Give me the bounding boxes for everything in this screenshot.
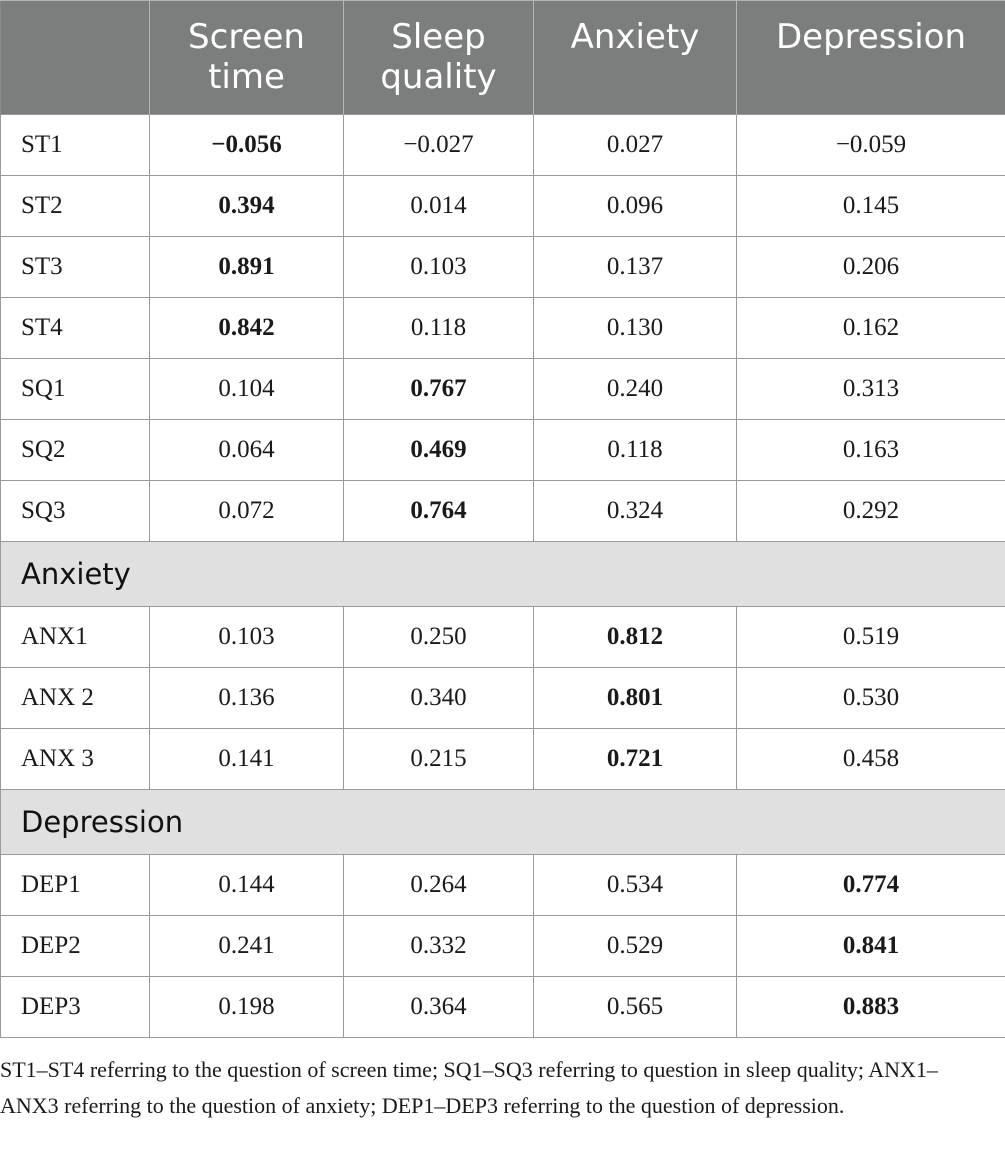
header-depression bbox=[737, 1, 1005, 115]
loading-value-cell: 0.014 bbox=[344, 176, 534, 237]
row-label: SQ2 bbox=[1, 420, 150, 481]
table-row bbox=[1, 237, 1005, 298]
loading-value-cell: 0.458 bbox=[737, 729, 1005, 790]
loading-value-cell: 0.198 bbox=[150, 977, 344, 1038]
loading-value-cell: 0.144 bbox=[150, 855, 344, 916]
row-label: ANX 3 bbox=[1, 729, 150, 790]
loading-value-cell: 0.145 bbox=[737, 176, 1005, 237]
header-label-line: quality bbox=[380, 57, 497, 97]
loading-value-cell: 0.534 bbox=[534, 855, 737, 916]
row-label: DEP1 bbox=[1, 855, 150, 916]
table-row bbox=[1, 359, 1005, 420]
loading-value-cell: −0.059 bbox=[737, 115, 1005, 176]
loading-value-cell: 0.842 bbox=[150, 298, 344, 359]
row-label: DEP2 bbox=[1, 916, 150, 977]
header-blank bbox=[1, 1, 150, 115]
section-row bbox=[1, 542, 1005, 607]
loading-value-cell: 0.250 bbox=[344, 607, 534, 668]
loading-value-cell: 0.812 bbox=[534, 607, 737, 668]
table-row bbox=[1, 668, 1005, 729]
loading-value-cell: 0.394 bbox=[150, 176, 344, 237]
loading-value-cell: 0.891 bbox=[150, 237, 344, 298]
loading-value-cell: 0.565 bbox=[534, 977, 737, 1038]
loading-value-cell: 0.340 bbox=[344, 668, 534, 729]
section-row bbox=[1, 790, 1005, 855]
loading-value-cell: 0.163 bbox=[737, 420, 1005, 481]
loading-value-cell: 0.072 bbox=[150, 481, 344, 542]
header-label-line: Screen bbox=[188, 17, 305, 57]
loading-value-cell: 0.064 bbox=[150, 420, 344, 481]
table-row bbox=[1, 916, 1005, 977]
loading-value-cell: 0.240 bbox=[534, 359, 737, 420]
header-screen-time bbox=[150, 1, 344, 115]
row-label: ST1 bbox=[1, 115, 150, 176]
table-row bbox=[1, 420, 1005, 481]
loading-value-cell: 0.529 bbox=[534, 916, 737, 977]
row-label: SQ3 bbox=[1, 481, 150, 542]
header-anxiety bbox=[534, 1, 737, 115]
loading-value-cell: 0.103 bbox=[344, 237, 534, 298]
loading-value-cell: 0.883 bbox=[737, 977, 1005, 1038]
loading-value-cell: 0.767 bbox=[344, 359, 534, 420]
loading-value-cell: 0.206 bbox=[737, 237, 1005, 298]
header-row bbox=[1, 1, 1005, 115]
table-row bbox=[1, 607, 1005, 668]
row-label: DEP3 bbox=[1, 977, 150, 1038]
loading-value-cell: 0.096 bbox=[534, 176, 737, 237]
table-header bbox=[1, 1, 1005, 115]
loading-value-cell: 0.721 bbox=[534, 729, 737, 790]
table-body bbox=[1, 115, 1005, 1038]
loading-value-cell: 0.364 bbox=[344, 977, 534, 1038]
loading-value-cell: 0.530 bbox=[737, 668, 1005, 729]
loading-value-cell: 0.764 bbox=[344, 481, 534, 542]
loading-value-cell: 0.292 bbox=[737, 481, 1005, 542]
table-row bbox=[1, 481, 1005, 542]
header-label-line: Anxiety bbox=[570, 17, 700, 57]
table-row bbox=[1, 298, 1005, 359]
header-label-line: time bbox=[208, 57, 285, 97]
table-row bbox=[1, 855, 1005, 916]
loading-value-cell: 0.519 bbox=[737, 607, 1005, 668]
row-label: ST3 bbox=[1, 237, 150, 298]
table-row bbox=[1, 176, 1005, 237]
table-row bbox=[1, 115, 1005, 176]
section-label: Anxiety bbox=[1, 542, 1005, 607]
loading-value-cell: 0.469 bbox=[344, 420, 534, 481]
header-label-line: Sleep bbox=[391, 17, 486, 57]
loading-value-cell: 0.264 bbox=[344, 855, 534, 916]
loading-value-cell: 0.103 bbox=[150, 607, 344, 668]
row-label: ANX1 bbox=[1, 607, 150, 668]
loading-value-cell: 0.104 bbox=[150, 359, 344, 420]
header-sleep-quality bbox=[344, 1, 534, 115]
loading-value-cell: 0.141 bbox=[150, 729, 344, 790]
loading-value-cell: 0.841 bbox=[737, 916, 1005, 977]
row-label: ANX 2 bbox=[1, 668, 150, 729]
loading-value-cell: −0.027 bbox=[344, 115, 534, 176]
row-label: ST2 bbox=[1, 176, 150, 237]
loading-value-cell: 0.130 bbox=[534, 298, 737, 359]
loading-value-cell: 0.241 bbox=[150, 916, 344, 977]
loading-value-cell: −0.056 bbox=[150, 115, 344, 176]
table-row bbox=[1, 729, 1005, 790]
row-label: ST4 bbox=[1, 298, 150, 359]
table-row bbox=[1, 977, 1005, 1038]
table-footnote: ST1–ST4 referring to the question of screen time; SQ1–SQ3 referring to question in sleep quality; ANX1–ANX3 referring to the question of anxiety; DEP1–DEP3 referring to the question of depression. bbox=[0, 1057, 938, 1118]
loading-value-cell: 0.118 bbox=[534, 420, 737, 481]
section-label: Depression bbox=[1, 790, 1005, 855]
loading-value-cell: 0.313 bbox=[737, 359, 1005, 420]
loading-value-cell: 0.801 bbox=[534, 668, 737, 729]
loading-value-cell: 0.136 bbox=[150, 668, 344, 729]
loading-value-cell: 0.118 bbox=[344, 298, 534, 359]
loading-value-cell: 0.162 bbox=[737, 298, 1005, 359]
header-label-line: Depression bbox=[775, 17, 967, 57]
loading-value-cell: 0.774 bbox=[737, 855, 1005, 916]
loading-value-cell: 0.137 bbox=[534, 237, 737, 298]
loading-value-cell: 0.215 bbox=[344, 729, 534, 790]
loading-value-cell: 0.324 bbox=[534, 481, 737, 542]
loading-value-cell: 0.027 bbox=[534, 115, 737, 176]
loading-value-cell: 0.332 bbox=[344, 916, 534, 977]
row-label: SQ1 bbox=[1, 359, 150, 420]
